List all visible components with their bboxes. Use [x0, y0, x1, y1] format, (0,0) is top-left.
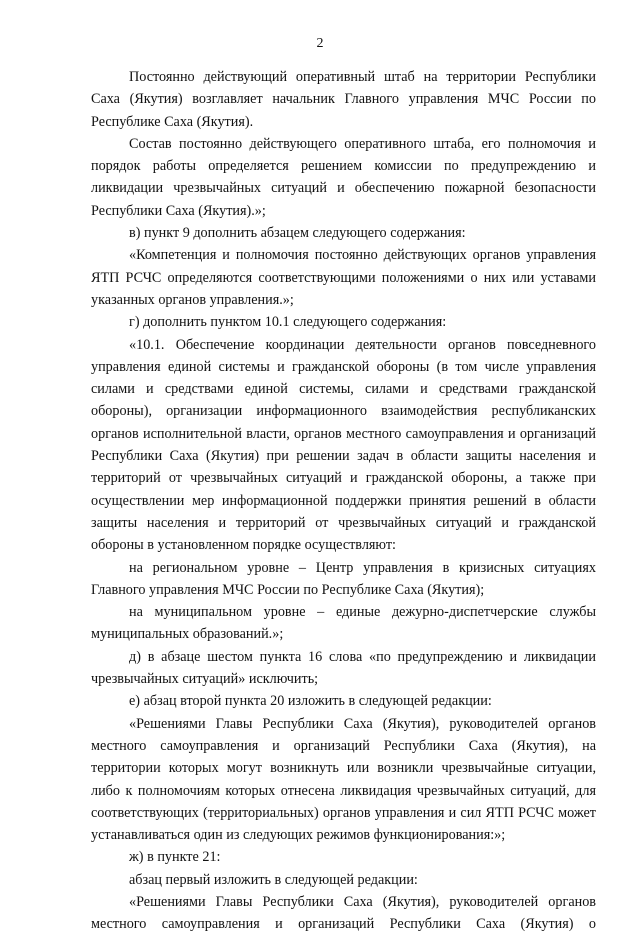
- paragraph-first-para-edition: абзац первый изложить в следующей редакции:: [129, 871, 418, 888]
- paragraph-item-d: д) в абзаце шестом пункта 16 слова «по предупреждению и ликвидации чрезвычайных ситуаций» исключить;: [91, 648, 596, 688]
- paragraph-item-e: е) абзац второй пункта 20 изложить в следующей редакции:: [129, 693, 492, 710]
- paragraph-municipal-level: на муниципальном уровне – единые дежурно-диспетчерские службы муниципальных образований.»;: [91, 604, 596, 643]
- page-number: 2: [316, 36, 324, 51]
- paragraph-operational-staff-composition: Состав постоянно действующего оперативного штаба, его полномочия и порядок работы определяется решением комиссии по предупреждению и ликвидации чрезвычайных ситуаций и обеспечению пожарной безопасности Республики Саха (Якутия).»;: [91, 135, 596, 219]
- paragraph-decisions-regimes: «Решениями Главы Республики Саха (Якутия), руководителей органов местного самоуправления и организаций Республики Саха (Якутия), на территории которых могут возникнуть или возникли чрезвычайные ситуации, либо к полномочиям которых отнесена ликвидация чрезвычайных ситуаций, для соответствующих (территориальных) органов управления и сил ЯТП РСЧС может устанавливаться один из следующих режимов функционирования:»;: [91, 715, 596, 844]
- paragraph-item-g: г) дополнить пунктом 10.1 следующего содержания:: [129, 314, 447, 331]
- paragraph-10-1: «10.1. Обеспечение координации деятельности органов повседневного управления единой системы и гражданской обороны (в том числе управления силами и средствами единой системы, силами и средствами гражданской обороны), организации информационного взаимодействия республиканских органов исполнительной власти, органов местного самоуправления и организаций Республики Саха (Якутия) при решении задач в области защиты населения и территорий от чрезвычайных ситуаций и гражданской обороны, а также при осуществлении мер информационной поддержки принятия решений в области защиты населения и территорий от чрезвычайных ситуаций и гражданской обороны в установленном порядке осуществляют:: [91, 336, 596, 554]
- paragraph-competence: «Компетенция и полномочия постоянно действующих органов управления ЯТП РСЧС определяются соответствующими положениями о них или уставами указанных органов управления.»;: [91, 247, 596, 308]
- document-body: [91, 66, 596, 936]
- paragraph-item-zh: ж) в пункте 21:: [129, 849, 221, 866]
- paragraph-decisions-continued: «Решениями Главы Республики Саха (Якутия), руководителей органов местного самоуправления и организаций Республики Саха (Якутия) о: [91, 893, 596, 933]
- paragraph-regional-level: на региональном уровне – Центр управления в кризисных ситуациях Главного управления МЧС России по Республике Саха (Якутия);: [91, 559, 596, 598]
- paragraph-operational-staff-head: Постоянно действующий оперативный штаб на территории Республики Саха (Якутия) возглавляет начальник Главного управления МЧС России по Республике Саха (Якутия).: [91, 69, 596, 130]
- paragraph-item-v: в) пункт 9 дополнить абзацем следующего содержания:: [129, 225, 466, 242]
